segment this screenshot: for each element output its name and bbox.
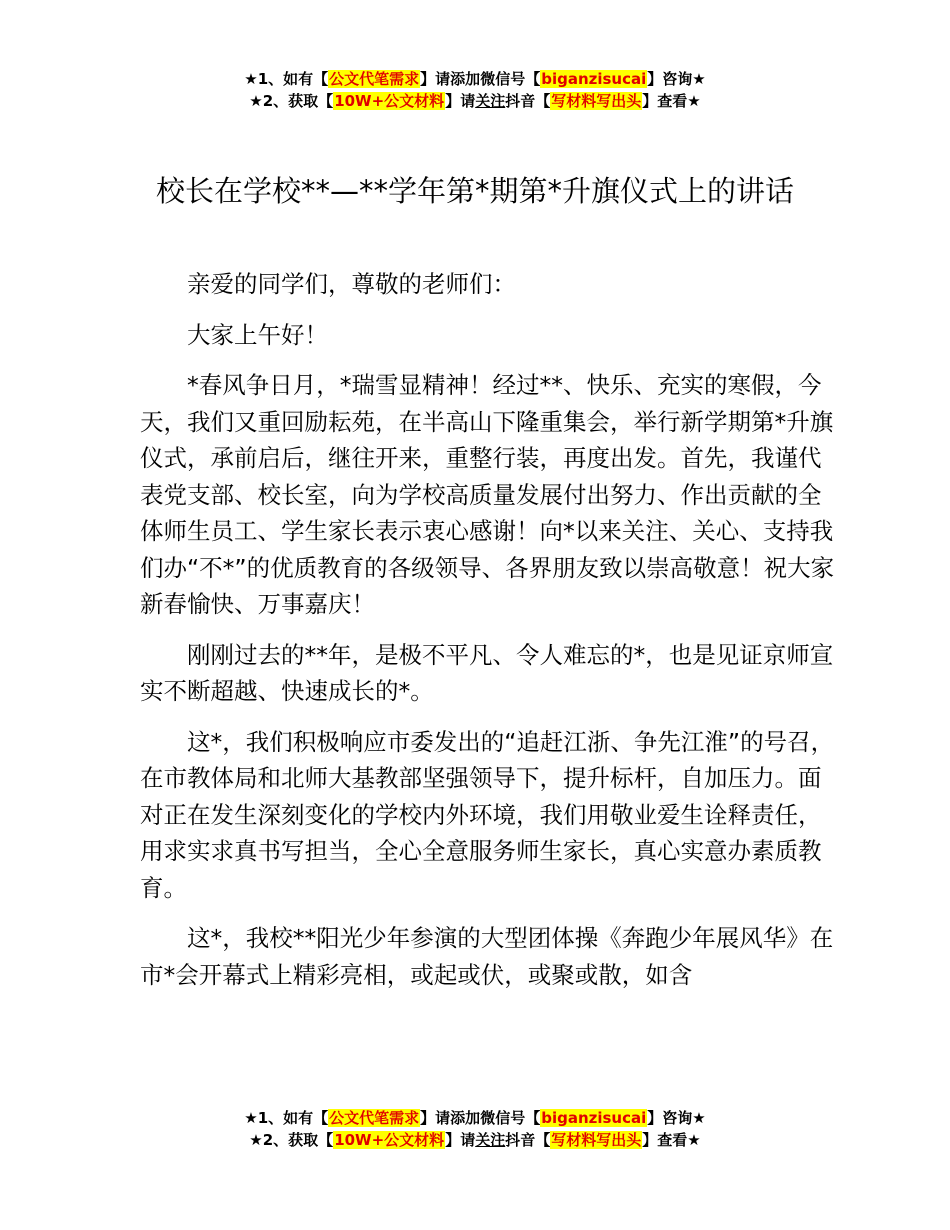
banner-text: ★2、获取【 [249,92,334,110]
banner-text: 】查看★ [642,1131,701,1149]
banner-text: 微信号【 [480,1109,541,1127]
highlight-text: 10W+公文材料 [334,1131,445,1149]
banner-line-2 [0,90,950,112]
highlight-text: biganzisucai [541,1109,647,1127]
highlight-text: biganzisucai [541,70,647,88]
banner-text: ★2、获取【 [249,1131,334,1149]
banner-text: 微信号【 [480,70,541,88]
highlight-text: 10W+公文材料 [334,92,445,110]
banner-line-1 [0,68,950,90]
banner-text: 】请添加 [420,70,481,88]
banner-text: 】请添加 [420,1109,481,1127]
body-paragraph: 刚刚过去的**年，是极不平凡、令人难忘的*，也是见证京师宣实不断超越、快速成长的*。 [140,640,834,705]
footer-banner [0,1107,950,1151]
banner-line-2 [0,1129,950,1151]
highlight-text: 写材料写出头 [551,1131,642,1149]
banner-text: 抖音【 [505,1131,551,1149]
banner-text: 】请 [445,1131,476,1149]
banner-text: ★1、如有【 [244,1109,329,1127]
underlined-text: 关注 [475,1131,506,1149]
document-title: 校长在学校**—**学年第*期第*升旗仪式上的讲话 [155,174,794,208]
body-paragraph: 这*，我校**阳光少年参演的大型团体操《奔跑少年展风华》在市*会开幕式上精彩亮相，或起或伏，或聚或散，如含 [140,924,834,989]
banner-text: 】咨询★ [647,1109,706,1127]
banner-text: 】咨询★ [647,70,706,88]
highlight-text: 公文代笔需求 [329,70,420,88]
document-body [140,266,840,1007]
header-banner [0,68,950,112]
highlight-text: 公文代笔需求 [329,1109,420,1127]
body-paragraph: 这*，我们积极响应市委发出的“追赶江浙、争先江淮”的号召，在市教体局和北师大基教部坚强领导下，提升标杆，自加压力。面对正在发生深刻变化的学校内外环境，我们用敬业爱生诠释责任，用求实求真书写担当，全心全意服务师生家长，真心实意办素质教育。 [140,727,835,902]
greeting: 大家上午好！ [187,320,328,349]
banner-text: 】请 [445,92,476,110]
body-paragraph: *春风争日月，*瑞雪显精神！经过**、快乐、充实的寒假，今天，我们又重回励耘苑，在半高山下隆重集会，举行新学期第*升旗仪式，承前启后，继往开来，重整行装，再度出发。首先，我谨代表党支部、校长室，向为学校高质量发展付出努力、作出贡献的全体师生员工、学生家长表示衷心感谢！向*以来关注、关心、支持我们办“不*”的优质教育的各级领导、各界朋友致以崇高敬意！祝大家新春愉快、万事嘉庆！ [140,371,835,618]
underlined-text: 关注 [475,92,506,110]
banner-text: 】查看★ [642,92,701,110]
banner-text: 抖音【 [505,92,551,110]
banner-text: ★1、如有【 [244,70,329,88]
banner-line-1 [0,1107,950,1129]
highlight-text: 写材料写出头 [551,92,642,110]
salutation: 亲爱的同学们，尊敬的老师们： [187,270,516,298]
